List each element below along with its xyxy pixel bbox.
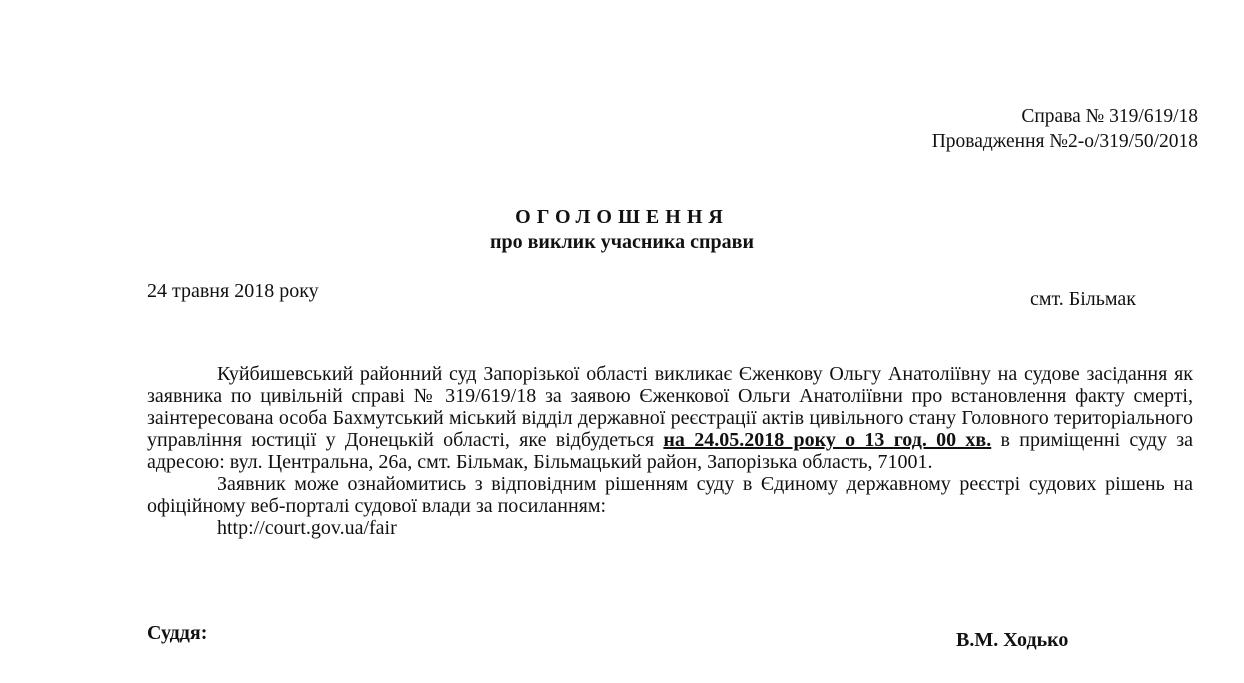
proceeding-number: Провадження №2-о/319/50/2018 xyxy=(931,131,1198,152)
summons-paragraph xyxy=(147,363,1193,473)
court-link[interactable]: http://court.gov.ua/fair xyxy=(217,517,397,539)
document-date: 24 травня 2018 року xyxy=(147,280,319,302)
case-number: Справа № 319/619/18 xyxy=(1021,106,1198,127)
summons-text-start: Куйбишевський районний суд Запорізької області викликає Єженкову Ольгу Анатоліївну на судове засідання як заявника по цивільній справі № 319/619/18 за заявою Єженкової Ольги Анатоліївни про встановлення факту смерті, заінтересована особа Бахмутський міський відділ державної реєстрації актів цивільного стану Головного територіального управління юстиції у Донецькій області, яке відбудеться xyxy=(147,363,1193,451)
judge-name: В.М. Ходько xyxy=(956,629,1069,651)
hearing-datetime: на 24.05.2018 року о 13 год. 00 хв. xyxy=(663,429,992,451)
case-metadata xyxy=(932,104,1198,154)
summons-text-end: в приміщенні суду за адресою: вул. Центральна, 26а, смт. Більмак, Більмацький район, Запорізька область, 71001. xyxy=(147,429,1194,473)
document-place: смт. Більмак xyxy=(1030,288,1137,310)
document-body xyxy=(147,363,1193,539)
registry-paragraph: Заявник може ознайомитись з відповідним рішенням суду в Єдиному державному реєстрі судових рішень на офіційному веб-порталі судової влади за посиланням: xyxy=(147,473,1193,517)
document-subtitle: про виклик учасника справи xyxy=(489,231,755,253)
document-title: ОГОЛОШЕННЯ xyxy=(515,206,729,228)
judge-label: Суддя: xyxy=(147,622,208,644)
